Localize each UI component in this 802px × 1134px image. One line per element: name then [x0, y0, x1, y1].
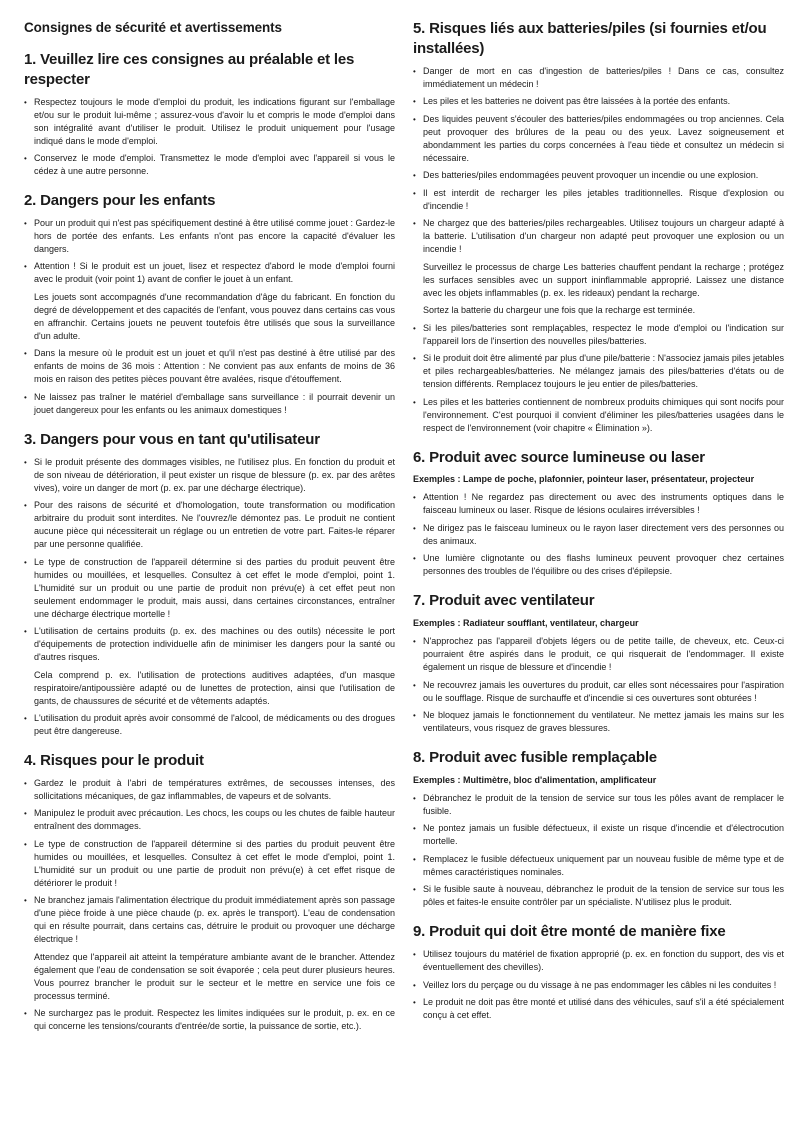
bullet-item	[413, 522, 784, 548]
bullet-item	[413, 396, 784, 435]
bullet-icon: •	[24, 501, 27, 511]
section-heading: 1. Veuillez lire ces consignes au préalable et les respecter	[24, 51, 355, 88]
section-heading: 5. Risques liés aux batteries/piles (si fournies et/ou installées)	[413, 20, 767, 57]
continuation-paragraph: Cela comprend p. ex. l'utilisation de protections auditives adaptées, d'un masque respiratoire/antipoussière adapté ou de lunettes de protection, ainsi que l'utilisation de gants, de chaussures de sécurité et de vêtements adaptés.	[34, 669, 395, 706]
bullet-icon: •	[413, 354, 416, 364]
bullet-text: Des liquides peuvent s'écouler des batteries/piles endommagées ou trop anciennes. Cela peut provoquer des brûlures de la peau ou des yeux. Lavez soigneusement et abondamment les parties du corps concernées à l'eau tiède et consultez un médecin si nécessaire.	[423, 113, 784, 163]
bullet-item	[24, 152, 395, 178]
bullet-item	[24, 838, 395, 890]
bullet-item	[413, 679, 784, 705]
bullet-item	[413, 65, 784, 91]
section	[413, 19, 784, 435]
bullet-text: Le type de construction de l'appareil détermine si des parties du produit peuvent être humides ou mouillées, et lesquelles. Consultez à cet effet le mode d'emploi, point 1. L'humidité sur un produit ou une partie de produit non prévu(e) à cet effet peut non seulement endommager le produit, mais aussi, dans certaines circonstances, entraîner une décharge électrique mortelle !	[34, 556, 395, 619]
bullet-icon: •	[413, 493, 416, 503]
bullet-text: Conservez le mode d'emploi. Transmettez le mode d'emploi avec l'appareil si vous le cédez à une autre personne.	[34, 153, 395, 177]
bullet-item	[413, 187, 784, 213]
bullet-icon: •	[413, 824, 416, 834]
bullet-icon: •	[24, 349, 27, 359]
bullet-item	[413, 709, 784, 735]
continuation-paragraph: Sortez la batterie du chargeur une fois que la recharge est terminée.	[423, 305, 696, 316]
bullet-item	[413, 853, 784, 879]
bullet-icon: •	[413, 523, 416, 533]
section	[413, 748, 784, 909]
bullet-item	[24, 556, 395, 621]
section-examples: Exemples : Radiateur soufflant, ventilateur, chargeur	[413, 618, 639, 629]
section	[24, 191, 395, 417]
bullet-item	[24, 894, 395, 946]
continuation-paragraph: Attendez que l'appareil ait atteint la température ambiante avant de le brancher. Attendez également que l'eau de condensation se soit évaporée ; cela peut durer plusieurs heures. Vous pourrez brancher le produit sur le secteur et le mettre en service une fois ce processus terminé.	[34, 951, 395, 1001]
bullet-item	[24, 260, 395, 286]
bullet-text: Ne pontez jamais un fusible défectueux, il existe un risque d'incendie et d'électrocution mortelle.	[423, 823, 784, 847]
bullet-icon: •	[413, 397, 416, 407]
bullet-icon: •	[24, 778, 27, 788]
bullet-icon: •	[413, 885, 416, 895]
bullet-icon: •	[413, 680, 416, 690]
bullet-text: Si les piles/batteries sont remplaçables, respectez le mode d'emploi ou l'indication sur l'appareil lors de l'insertion des nouvelles piles/batteries.	[423, 322, 784, 346]
section-heading: 7. Produit avec ventilateur	[413, 592, 595, 610]
bullet-icon: •	[24, 1009, 27, 1019]
bullet-item	[24, 1007, 395, 1033]
bullet-item	[413, 352, 784, 391]
section	[24, 50, 395, 178]
bullet-icon: •	[413, 97, 416, 107]
bullet-item	[24, 499, 395, 551]
bullet-item	[413, 822, 784, 848]
bullet-text: L'utilisation du produit après avoir consommé de l'alcool, de médicaments ou des drogues peut être dangereuse.	[34, 713, 395, 737]
bullet-text: Manipulez le produit avec précaution. Les chocs, les coups ou les chutes de faible hauteur entraînent des dommages.	[34, 808, 395, 832]
bullet-icon: •	[24, 839, 27, 849]
bullet-text: Ne bloquez jamais le fonctionnement du ventilateur. Ne mettez jamais les mains sur les ventilateurs, vous risquez de graves blessures.	[423, 710, 784, 734]
bullet-text: Le type de construction de l'appareil détermine si des parties du produit peuvent être humides ou mouillées, et lesquelles. Consultez à cet effet le mode d'emploi, point 1. L'humidité sur un produit ou une partie de produit non prévu(e) à cet effet risque de détériorer le produit !	[34, 838, 395, 888]
bullet-item	[24, 391, 395, 417]
section	[413, 922, 784, 1022]
column-left	[24, 13, 395, 1038]
bullet-text: Débranchez le produit de la tension de service sur tous les pôles avant de remplacer le fusible.	[423, 792, 784, 816]
bullet-item	[24, 347, 395, 386]
bullet-icon: •	[413, 711, 416, 721]
bullet-icon: •	[24, 392, 27, 402]
bullet-item	[413, 979, 784, 992]
continuation-paragraph: Surveillez le processus de charge Les batteries chauffent pendant la recharge ; protégez les surfaces sensibles avec un support ininflammable approprié. Laissez une distance avec les objets inflammables (p. ex. les rideaux) pendant la recharge.	[423, 261, 784, 298]
bullet-icon: •	[24, 557, 27, 567]
bullet-icon: •	[413, 188, 416, 198]
bullet-icon: •	[413, 637, 416, 647]
section-heading: 3. Dangers pour vous en tant qu'utilisateur	[24, 430, 320, 448]
bullet-text: Si le produit présente des dommages visibles, ne l'utilisez plus. En fonction du produit et de son niveau de détérioration, il peut exister un risque de blessure (p. ex. par des arêtes vives), voire un danger de mort (p. ex. par une décharge électrique).	[34, 456, 395, 493]
bullet-text: Ne laissez pas traîner le matériel d'emballage sans surveillance : il pourrait devenir un jouet dangereux pour les enfants ou les animaux domestiques !	[34, 391, 395, 415]
section-examples: Exemples : Lampe de poche, plafonnier, pointeur laser, présentateur, projecteur	[413, 474, 755, 485]
bullet-text: Attention ! Ne regardez pas directement ou avec des instruments optiques dans le faisceau lumineux ou laser. Risque de lésions oculaires irréversibles !	[423, 492, 784, 516]
bullet-icon: •	[413, 554, 416, 564]
section	[24, 751, 395, 1033]
bullet-item	[413, 883, 784, 909]
section	[413, 448, 784, 579]
bullet-icon: •	[413, 854, 416, 864]
bullet-item	[413, 792, 784, 818]
bullet-text: Les piles et les batteries ne doivent pas être laissées à la portée des enfants.	[423, 96, 731, 107]
bullet-text: Gardez le produit à l'abri de températures extrêmes, de secousses intenses, des sollicitations mécaniques, de gaz inflammables, de vapeurs et de solvants.	[34, 777, 395, 801]
bullet-icon: •	[24, 218, 27, 228]
section-heading: 8. Produit avec fusible remplaçable	[413, 749, 657, 767]
bullet-text: Une lumière clignotante ou des flashs lumineux peuvent provoquer chez certaines personnes des troubles de l'équilibre ou des crises d'épilepsie.	[423, 553, 784, 577]
bullet-text: Ne surchargez pas le produit. Respectez les limites indiquées sur le produit, p. ex. en ce qui concerne les tensions/courants d'entrée/de sortie, la puissance de sortie, etc.).	[34, 1008, 395, 1032]
bullet-text: Utilisez toujours du matériel de fixation approprié (p. ex. en fonction du support, des vis et éventuellement des chevilles).	[423, 949, 784, 973]
bullet-text: Des batteries/piles endommagées peuvent provoquer un incendie ou une explosion.	[423, 170, 759, 181]
bullet-icon: •	[24, 809, 27, 819]
bullet-text: Si le produit doit être alimenté par plus d'une pile/batterie : N'associez jamais piles jetables et piles rechargeables/batteries. Ne mélangez jamais des piles/batteries d'états ou de tension différents. Remplacez toujours le jeu entier de piles/batteries.	[423, 353, 784, 390]
bullet-text: Veillez lors du perçage ou du vissage à ne pas endommager les câbles ni les conduites !	[423, 979, 777, 990]
bullet-item	[24, 217, 395, 256]
bullet-item	[413, 217, 784, 256]
bullet-icon: •	[24, 97, 27, 107]
bullet-icon: •	[413, 793, 416, 803]
bullet-text: Il est interdit de recharger les piles jetables traditionnelles. Risque d'explosion ou d'incendie !	[423, 187, 784, 211]
bullet-item	[24, 712, 395, 738]
bullet-text: Le produit ne doit pas être monté et utilisé dans des véhicules, sauf s'il a été spécialement conçu à cet effet.	[423, 997, 784, 1021]
bullet-item	[24, 807, 395, 833]
bullet-text: Ne branchez jamais l'alimentation électrique du produit immédiatement après son passage d'une pièce froide à une pièce chaude (p. ex. après le transport). L'eau de condensation qui en résulte pourrait, dans certains cas, détruire le produit ou provoquer une décharge électrique !	[34, 895, 395, 945]
bullet-item	[413, 491, 784, 517]
section-heading: 9. Produit qui doit être monté de manière fixe	[413, 923, 726, 941]
bullet-icon: •	[24, 896, 27, 906]
bullet-icon: •	[413, 950, 416, 960]
bullet-item	[413, 169, 784, 182]
bullet-icon: •	[24, 262, 27, 272]
bullet-text: Remplacez le fusible défectueux uniquement par un nouveau fusible de même type et de mêmes caractéristiques nominales.	[423, 853, 784, 877]
bullet-text: Pour un produit qui n'est pas spécifiquement destiné à être utilisé comme jouet : Gardez-le hors de portée des enfants. Les enfants n'ont pas encore la capacité d'évaluer les dangers.	[34, 217, 395, 254]
document-title: Consignes de sécurité et avertissements	[24, 20, 282, 35]
bullet-text: Attention ! Si le produit est un jouet, lisez et respectez d'abord le mode d'emploi fourni avec le produit (voir point 1) avant de confier le jouet à un enfant.	[34, 261, 395, 285]
bullet-item	[413, 552, 784, 578]
continuation-paragraph: Les jouets sont accompagnés d'une recommandation d'âge du fabricant. En fonction du degré de développement et des capacités de l'enfant, vous pouvez dans certains cas vous en affranchir. Certains jouets ne peuvent toutefois être utilisés que sous la surveillance d'un adulte.	[34, 291, 395, 341]
bullet-item	[24, 96, 395, 148]
bullet-icon: •	[413, 171, 416, 181]
bullet-icon: •	[24, 714, 27, 724]
bullet-text: Danger de mort en cas d'ingestion de batteries/piles ! Dans ce cas, consultez immédiatement un médecin !	[423, 65, 784, 89]
section-examples: Exemples : Multimètre, bloc d'alimentation, amplificateur	[413, 774, 657, 785]
bullet-text: Ne chargez que des batteries/piles rechargeables. Utilisez toujours un chargeur adapté à la batterie. L'utilisation d'un chargeur non adapté peut provoquer une explosion ou un incendie !	[423, 218, 784, 255]
section-heading: 6. Produit avec source lumineuse ou laser	[413, 448, 705, 466]
bullet-text: Les piles et les batteries contiennent de nombreux produits chimiques qui sont nocifs pour l'environnement. C'est pourquoi il convient d'éliminer les piles/batteries usagées dans le respect de l'environnement (voir chapitre « Élimination »).	[423, 396, 784, 433]
bullet-text: L'utilisation de certains produits (p. ex. des machines ou des outils) nécessite le port d'équipements de protection individuelle afin de minimiser les dangers pour la santé ou d'autres risques.	[34, 626, 395, 663]
bullet-icon: •	[413, 66, 416, 76]
bullet-item	[413, 996, 784, 1022]
bullet-icon: •	[413, 980, 416, 990]
bullet-item	[413, 322, 784, 348]
section-heading: 4. Risques pour le produit	[24, 752, 204, 770]
section-heading: 2. Dangers pour les enfants	[24, 192, 216, 210]
bullet-text: Respectez toujours le mode d'emploi du produit, les indications figurant sur l'emballage et/ou sur le produit lui-même ; assurez-vous d'avoir lu et compris le mode d'emploi dans son intégralité avant d'utiliser le produit. Utilisez le produit uniquement pour l'usage indiqué dans le mode d'emploi.	[34, 96, 395, 146]
section	[24, 430, 395, 738]
bullet-icon: •	[24, 154, 27, 164]
bullet-text: Ne dirigez pas le faisceau lumineux ou le rayon laser directement vers des personnes ou des animaux.	[423, 522, 784, 546]
bullet-item	[413, 635, 784, 674]
bullet-icon: •	[24, 457, 27, 467]
bullet-item	[413, 948, 784, 974]
bullet-text: N'approchez pas l'appareil d'objets légers ou de petite taille, de cheveux, etc. Ceux-ci pourraient être aspirés dans le produit, ce qui risquerait de l'endommager. Il existe également un risque de blessure et d'incendie !	[423, 636, 784, 673]
section	[413, 591, 784, 735]
bullet-item	[24, 456, 395, 495]
bullet-text: Dans la mesure où le produit est un jouet et qu'il n'est pas destiné à être utilisé par des enfants de moins de 36 mois : Attention : Ne convient pas aux enfants de moins de 36 mois en raison des petites pièces pouvant être avalées, risque d'étouffement.	[34, 348, 395, 385]
bullet-icon: •	[413, 114, 416, 124]
bullet-icon: •	[413, 219, 416, 229]
bullet-text: Pour des raisons de sécurité et d'homologation, toute transformation ou modification arbitraire du produit sont interdites. Ne l'ouvrez/le démontez pas. Le produit ne contient aucune pièce qui nécessiterait un réglage ou un entretien de votre part. Faites-le réparer par une personne qualifiée.	[34, 500, 395, 550]
bullet-icon: •	[413, 323, 416, 333]
bullet-icon: •	[413, 998, 416, 1008]
bullet-text: Si le fusible saute à nouveau, débranchez le produit de la tension de service sur tous les pôles et faites-le ensuite contrôler par un spécialiste. N'utilisez plus le produit.	[423, 884, 784, 908]
bullet-item	[24, 777, 395, 803]
bullet-item	[24, 625, 395, 664]
column-right	[413, 13, 784, 1038]
bullet-icon: •	[24, 627, 27, 637]
bullet-text: Ne recouvrez jamais les ouvertures du produit, car elles sont nécessaires pour l'aspiration ou le soufflage. Risque de surchauffe et d'incendie si ces ouvertures sont obturées !	[423, 679, 784, 703]
bullet-item	[413, 113, 784, 165]
bullet-item	[413, 95, 784, 108]
